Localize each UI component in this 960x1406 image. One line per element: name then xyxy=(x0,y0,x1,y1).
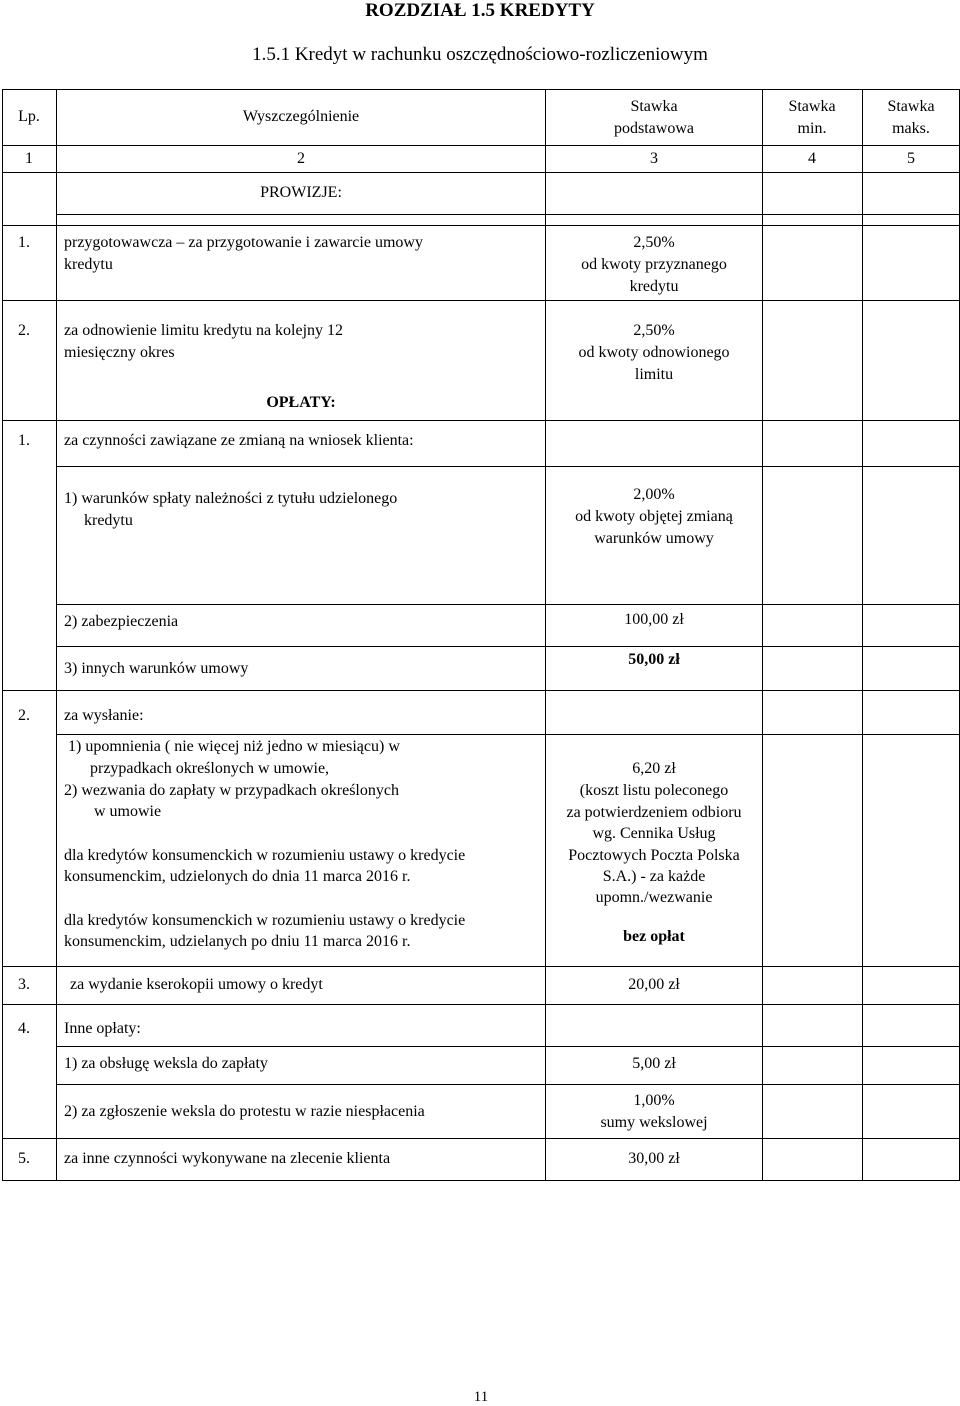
prowizje-row2-rate-3: limitu xyxy=(634,366,674,383)
prowizje-row2-rate-2: od kwoty odnowionego xyxy=(578,344,730,361)
oplaty-row5-desc: za inne czynności wykonywane na zlecenie klienta xyxy=(64,1150,391,1167)
chapter-title: ROZDZIAŁ 1.5 KREDYTY xyxy=(365,0,595,21)
oplaty-row1-item3-rate: 50,00 zł xyxy=(628,651,680,668)
oplaty-row2-line-7: dla kredytów konsumenckich w rozumieniu ustawy o kredycie xyxy=(64,912,466,929)
oplaty-row2-desc: za wysłanie: xyxy=(64,707,144,724)
col-number-2: 2 xyxy=(297,150,305,167)
prowizje-row1-rate-2: od kwoty przyznanego xyxy=(581,256,727,273)
oplaty-row4-item1-desc: 1) za obsługę weksla do zapłaty xyxy=(64,1055,268,1072)
oplaty-row2-rate-3: za potwierdzeniem odbioru xyxy=(566,804,742,821)
oplaty-row1-item3-desc: 3) innych warunków umowy xyxy=(64,660,249,677)
oplaty-row1-item1-rate-1: 2,00% xyxy=(633,486,675,503)
header-description: Wyszczególnienie xyxy=(242,108,360,125)
oplaty-row1-item2-desc: 2) zabezpieczenia xyxy=(64,613,179,630)
oplaty-row2-rate-5: Pocztowych Poczta Polska xyxy=(568,847,740,864)
oplaty-row4-item2-rate-1: 1,00% xyxy=(633,1092,675,1109)
oplaty-row1-item2-rate: 100,00 zł xyxy=(624,611,684,628)
oplaty-row4-desc: Inne opłaty: xyxy=(64,1020,141,1037)
oplaty-row2-line-1: 1) upomnienia ( nie więcej niż jedno w miesiącu) w xyxy=(68,738,400,755)
section-heading-prowizje: PROWIZJE: xyxy=(260,184,342,201)
oplaty-row1-item1-desc-1: 1) warunków spłaty należności z tytułu udzielonego xyxy=(64,490,398,507)
oplaty-row2-rate-2: (koszt listu poleconego xyxy=(579,782,729,799)
oplaty-row1-desc: za czynności zawiązane ze zmianą na wniosek klienta: xyxy=(64,432,414,449)
header-min-rate-2: min. xyxy=(797,120,827,137)
oplaty-row2-line-3: 2) wezwania do zapłaty w przypadkach określonych xyxy=(64,782,399,799)
oplaty-row2-line-8: konsumenckim, udzielanych po dniu 11 marca 2016 r. xyxy=(64,933,411,950)
oplaty-row4-item2-desc: 2) za zgłoszenie weksla do protestu w razie niespłacenia xyxy=(64,1103,425,1120)
header-lp: Lp. xyxy=(18,108,40,125)
section-title: 1.5.1 Kredyt w rachunku oszczędnościowo-rozliczeniowym xyxy=(252,44,708,65)
col-number-4: 4 xyxy=(808,150,816,167)
header-min-rate-1: Stawka xyxy=(788,98,836,115)
col-number-3: 3 xyxy=(650,150,658,167)
oplaty-row5-lp: 5. xyxy=(18,1150,30,1167)
oplaty-row2-rate-no-fee: bez opłat xyxy=(623,928,685,945)
oplaty-row2-rate-1: 6,20 zł xyxy=(632,760,676,777)
oplaty-row2-rate-7: upomn./wezwanie xyxy=(595,889,713,906)
prowizje-row1-rate-1: 2,50% xyxy=(633,234,675,251)
oplaty-row1-item1-rate-2: od kwoty objętej zmianą xyxy=(575,508,733,525)
oplaty-row2-rate-4: wg. Cennika Usług xyxy=(592,825,716,842)
header-base-rate-2: podstawowa xyxy=(614,120,694,137)
oplaty-row2-line-4: w umowie xyxy=(94,803,162,820)
oplaty-row2-line-6: konsumenckim, udzielonych do dnia 11 marca 2016 r. xyxy=(64,868,411,885)
header-base-rate-1: Stawka xyxy=(630,98,678,115)
oplaty-row1-item1-rate-3: warunków umowy xyxy=(594,530,714,547)
header-max-rate-2: maks. xyxy=(892,120,930,137)
oplaty-row2-line-5: dla kredytów konsumenckich w rozumieniu ustawy o kredycie xyxy=(64,847,466,864)
oplaty-row3-desc: za wydanie kserokopii umowy o kredyt xyxy=(70,976,323,993)
oplaty-row5-rate: 30,00 zł xyxy=(628,1150,680,1167)
col-number-5: 5 xyxy=(907,150,915,167)
prowizje-row2-lp: 2. xyxy=(18,322,30,339)
oplaty-row2-rate-6: S.A.) - za każde xyxy=(602,868,706,885)
col-number-1: 1 xyxy=(25,150,33,167)
section-heading-oplaty: OPŁATY: xyxy=(266,394,336,411)
prowizje-row2-desc-2: miesięczny okres xyxy=(64,344,175,361)
prowizje-row1-desc-2: kredytu xyxy=(64,256,113,273)
oplaty-row4-lp: 4. xyxy=(18,1020,30,1037)
prowizje-row2-desc-1: za odnowienie limitu kredytu na kolejny 12 xyxy=(64,322,344,339)
oplaty-row4-item2-rate-2: sumy wekslowej xyxy=(600,1114,708,1131)
header-max-rate-1: Stawka xyxy=(887,98,935,115)
page-number: 11 xyxy=(473,1389,489,1405)
oplaty-row1-item1-desc-2: kredytu xyxy=(84,512,133,529)
oplaty-row2-line-2: przypadkach określonych w umowie, xyxy=(90,760,330,777)
oplaty-row3-lp: 3. xyxy=(18,976,30,993)
oplaty-row2-lp: 2. xyxy=(18,707,30,724)
oplaty-row3-rate: 20,00 zł xyxy=(628,976,680,993)
oplaty-row1-lp: 1. xyxy=(18,432,30,449)
prowizje-row2-rate-1: 2,50% xyxy=(633,322,675,339)
prowizje-row1-lp: 1. xyxy=(18,234,30,251)
oplaty-row4-item1-rate: 5,00 zł xyxy=(632,1055,676,1072)
prowizje-row1-rate-3: kredytu xyxy=(629,278,679,295)
prowizje-row1-desc-1: przygotowawcza – za przygotowanie i zawarcie umowy xyxy=(64,234,423,251)
